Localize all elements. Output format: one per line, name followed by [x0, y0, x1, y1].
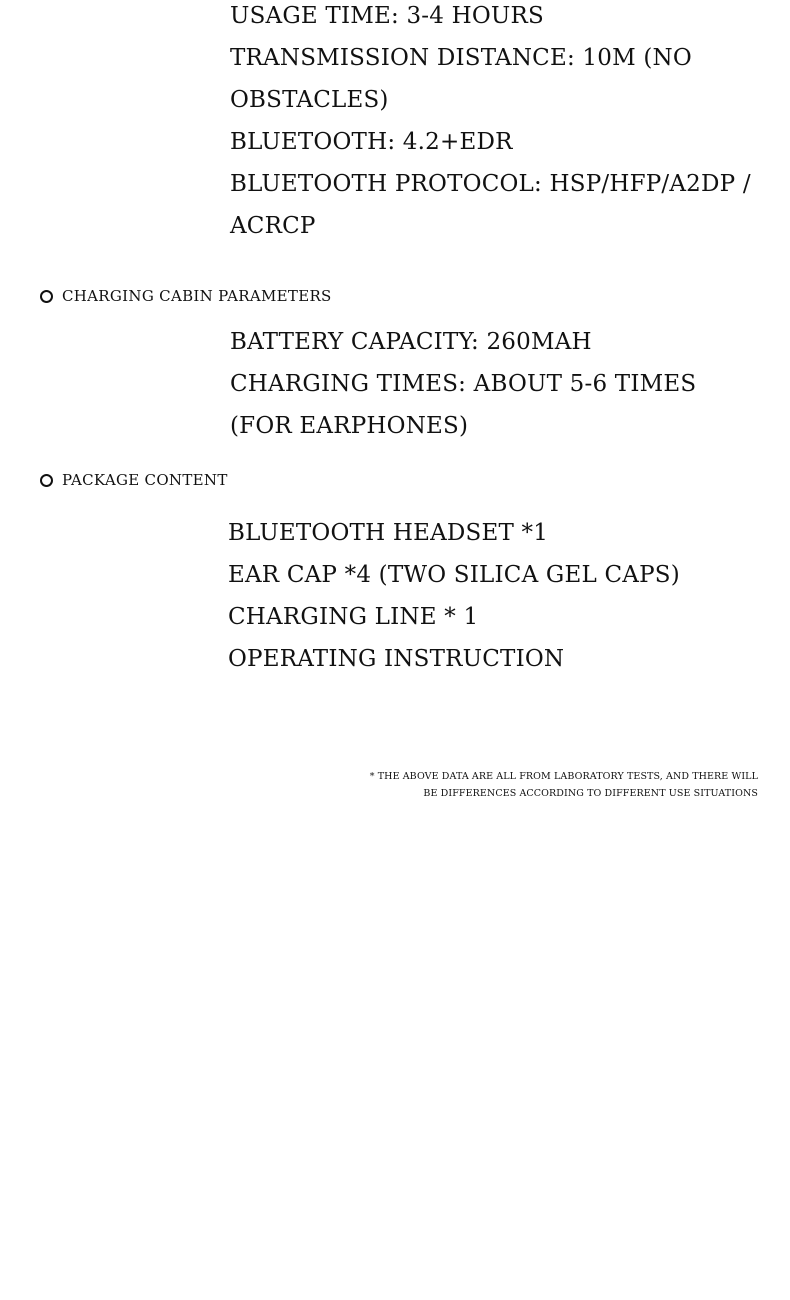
- package-content-heading-label: PACKAGE CONTENT: [62, 471, 228, 489]
- package-item-charging-line: CHARGING LINE * 1: [228, 604, 479, 630]
- package-item-ear-cap: EAR CAP *4 (TWO SILICA GEL CAPS): [228, 562, 680, 588]
- package-content-list: [228, 512, 768, 680]
- spec-transmission-distance-cont: OBSTACLES): [230, 87, 389, 113]
- circle-bullet-icon: [40, 474, 53, 487]
- charging-cabin-list: [230, 321, 770, 447]
- footnote-line-2: BE DIFFERENCES ACCORDING TO DIFFERENT USE SITUATIONS: [423, 788, 758, 799]
- spec-usage-time: USAGE TIME: 3-4 HOURS: [230, 3, 544, 29]
- spec-charging-times: CHARGING TIMES: ABOUT 5-6 TIMES: [230, 371, 697, 397]
- package-content-heading: [40, 471, 228, 489]
- package-item-instruction: OPERATING INSTRUCTION: [228, 646, 565, 672]
- charging-cabin-heading-label: CHARGING CABIN PARAMETERS: [62, 287, 332, 305]
- spec-bluetooth-version: BLUETOOTH: 4.2+EDR: [230, 129, 513, 155]
- earphone-spec-list: [230, 0, 770, 247]
- package-item-headset: BLUETOOTH HEADSET *1: [228, 520, 549, 546]
- charging-cabin-heading: [40, 287, 332, 305]
- spec-charging-times-cont: (FOR EARPHONES): [230, 413, 469, 439]
- spec-bluetooth-protocol-cont: ACRCP: [230, 213, 316, 239]
- spec-battery-capacity: BATTERY CAPACITY: 260MAH: [230, 329, 592, 355]
- circle-bullet-icon: [40, 290, 53, 303]
- lab-test-footnote: [360, 768, 758, 802]
- footnote-line-1: * THE ABOVE DATA ARE ALL FROM LABORATORY TESTS, AND THERE WILL: [369, 771, 758, 782]
- spec-bluetooth-protocol: BLUETOOTH PROTOCOL: HSP/HFP/A2DP /: [230, 171, 751, 197]
- spec-transmission-distance: TRANSMISSION DISTANCE: 10M (NO: [230, 45, 692, 71]
